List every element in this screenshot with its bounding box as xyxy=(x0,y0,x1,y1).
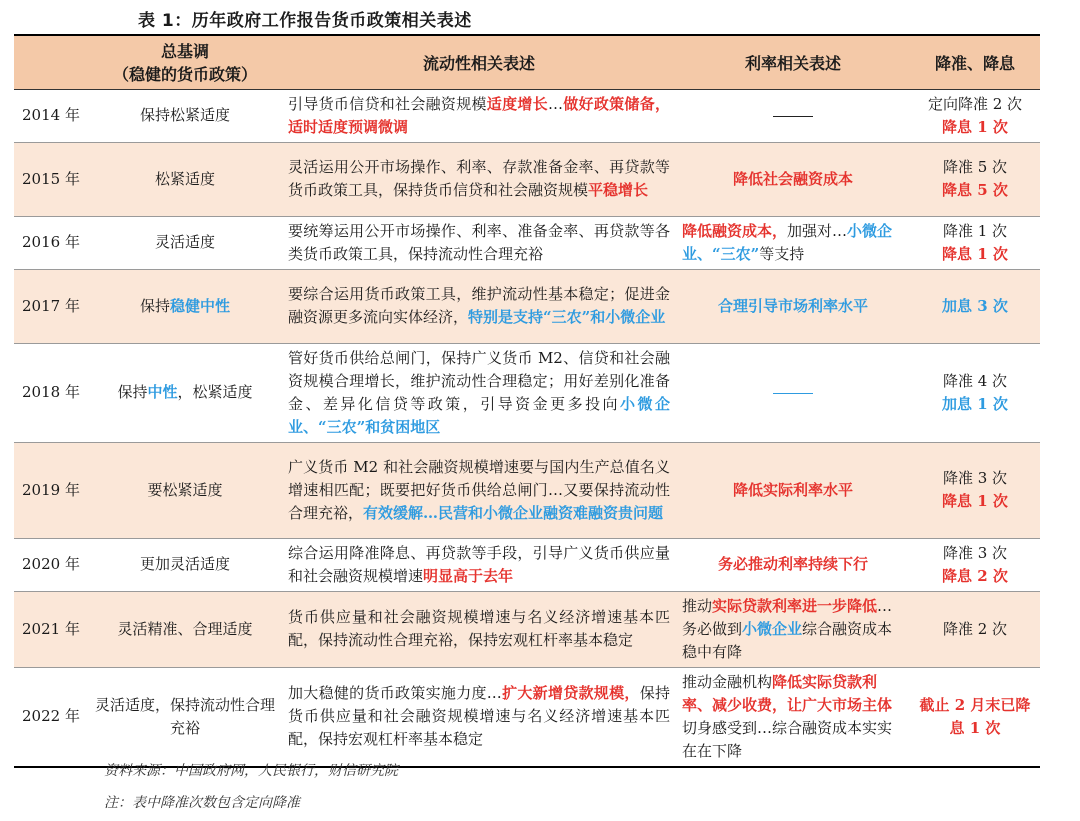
liquidity-cell xyxy=(282,269,676,343)
rows-2-rate-segment: 小微企业、“三农” xyxy=(682,221,893,263)
rows-3-liquidity-segment: 特别是支持“三农”和小微企业 xyxy=(468,308,666,326)
rows-0-liquidity-segment: … xyxy=(547,94,563,113)
rows-7-rate-segment: 实际贷款利率进一步降低 xyxy=(712,596,878,615)
table-body xyxy=(14,89,1040,767)
rows-4-tone-segment: 保持 xyxy=(117,383,148,401)
tone-cell xyxy=(88,538,282,591)
policy-table xyxy=(14,34,1040,768)
tone-cell xyxy=(88,216,282,269)
cut-line: 降准 3 次 xyxy=(942,469,1008,487)
rows-7-rate-segment: …务必做到 xyxy=(682,596,893,638)
rate-cell xyxy=(676,269,910,343)
header-year xyxy=(14,35,88,89)
header-tone-line1: 总基调 xyxy=(160,42,209,62)
rows-1-liquidity-segment: 平稳增长 xyxy=(588,181,649,199)
cut-cell xyxy=(910,216,1040,269)
year-cell: 2018 年 xyxy=(22,383,80,401)
rows-0-liquidity-segment: 适度增长 xyxy=(486,94,548,113)
tone-cell xyxy=(88,142,282,216)
rows-8-liquidity-segment: 扩大新增贷款规模， xyxy=(501,684,640,703)
cut-line: 加息 3 次 xyxy=(942,296,1008,315)
rows-0-tone-segment: 保持松紧适度 xyxy=(139,106,230,124)
cut-line: 降准 3 次 xyxy=(942,543,1008,562)
rows-6-liquidity-segment: 综合运用降准降息、再贷款等手段，引导广义货币供应量和社会融资规模增速 xyxy=(288,543,670,585)
liquidity-cell xyxy=(282,667,676,767)
header-cut: 降准、降息 xyxy=(934,53,1015,73)
rate-cell xyxy=(676,216,910,269)
rows-2-rate-segment: 降低融资成本， xyxy=(682,221,788,240)
rows-2-liquidity-segment: 要统筹运用公开市场操作、利率、准备金率、再贷款等各类货币政策工具，保持流动性合理充裕 xyxy=(288,221,670,263)
rate-cell xyxy=(676,442,910,538)
rows-3-liquidity-segment: 要综合运用货币政策工具，维护流动性基本稳定；促进金融资源更多流向实体经济， xyxy=(288,285,670,326)
rows-6-tone-segment: 更加灵活适度 xyxy=(139,555,230,573)
cut-cell xyxy=(910,142,1040,216)
rows-0-liquidity-segment: 引导货币信贷和社会融资规模 xyxy=(288,94,487,113)
table-row xyxy=(14,89,1040,142)
year-cell: 2022 年 xyxy=(22,707,80,726)
rows-3-tone-segment: 保持 xyxy=(139,296,170,315)
cut-line: 降准 4 次 xyxy=(942,371,1008,390)
tone-cell xyxy=(88,591,282,667)
cut-cell xyxy=(910,538,1040,591)
cut-cell xyxy=(910,89,1040,142)
rows-8-rate-segment: 降低实际贷款利率、减少收费，让广大市场主体 xyxy=(682,672,893,714)
rows-6-liquidity-segment: 明显高于去年 xyxy=(423,566,514,585)
rate-cell xyxy=(676,538,910,591)
rate-cell xyxy=(676,591,910,667)
rows-4-tone-segment: ，松紧适度 xyxy=(177,383,253,401)
cut-line: 定向降准 2 次 xyxy=(927,94,1023,113)
rows-3-tone-segment: 稳健中性 xyxy=(170,296,231,315)
year-cell: 2015 年 xyxy=(22,169,80,188)
table-row xyxy=(14,667,1040,767)
rows-3-rate-segment: 合理引导市场利率水平 xyxy=(717,296,868,315)
year-cell: 2020 年 xyxy=(22,555,80,573)
liquidity-cell xyxy=(282,343,676,442)
rows-8-liquidity-segment: 加大稳健的货币政策实施力度… xyxy=(288,684,502,703)
liquidity-cell xyxy=(282,591,676,667)
footnote: 注：表中降准次数包含定向降准 xyxy=(104,795,300,811)
cut-line: 降准 1 次 xyxy=(942,221,1008,240)
rows-1-liquidity-segment: 灵活运用公开市场操作、利率、存款准备金率、再贷款等货币政策工具，保持货币信贷和社会融资规模 xyxy=(288,158,670,199)
year-cell: 2019 年 xyxy=(22,480,80,499)
rate-cell xyxy=(676,89,910,142)
liquidity-cell xyxy=(282,142,676,216)
rows-4-liquidity-segment: 管好货币供给总闸门，保持广义货币 M2、信贷和社会融资规模合理增长，维护流动性合理稳定；用好差别化准备金、差异化信贷等政策，引导资金更多投向 xyxy=(288,348,670,413)
rows-5-liquidity-segment: 有效缓解…民营和小微企业融资难融资贵问题 xyxy=(363,503,664,522)
rows-1-tone-segment: 松紧适度 xyxy=(154,169,215,188)
rows-8-rate-segment: 切身感受到…综合融资成本实实在在下降 xyxy=(682,718,893,760)
rows-8-tone-segment: 灵活适度，保持流动性合理充裕 xyxy=(94,695,275,737)
rows-0-liquidity-segment: 做好政策储备，适时适度预调微调 xyxy=(288,94,670,136)
rows-7-rate-segment: 推动 xyxy=(682,596,713,615)
rows-5-liquidity-segment: 广义货币 M2 和社会融资规模增速要与国内生产总值名义增速相匹配；既要把好货币供给总闸门…又要保持流动性合理充裕， xyxy=(288,457,670,522)
rows-8-liquidity-segment: 保持货币供应量和社会融资规模增速与名义经济增速基本匹配，保持宏观杠杆率基本稳定 xyxy=(288,684,670,749)
header-liquidity: 流动性相关表述 xyxy=(422,53,535,73)
cut-cell xyxy=(910,269,1040,343)
table-row xyxy=(14,591,1040,667)
cut-line: 降息 1 次 xyxy=(942,117,1008,136)
header-tone xyxy=(88,35,282,89)
rows-4-liquidity-segment: 小微企业、“三农”和贫困地区 xyxy=(288,394,670,436)
rows-5-rate-segment: 降低实际利率水平 xyxy=(732,480,853,499)
table-row xyxy=(14,269,1040,343)
table-row xyxy=(14,538,1040,591)
rows-7-rate-segment: 小微企业 xyxy=(742,619,803,638)
tone-cell xyxy=(88,343,282,442)
table-title: 表 1：历年政府工作报告货币政策相关表述 xyxy=(138,11,472,31)
liquidity-cell xyxy=(282,538,676,591)
cut-line: 降息 5 次 xyxy=(942,181,1008,199)
liquidity-cell xyxy=(282,216,676,269)
tone-cell xyxy=(88,442,282,538)
cut-cell xyxy=(910,591,1040,667)
rows-8-rate-segment: 推动金融机构 xyxy=(682,672,773,691)
rows-4-tone-segment: 中性 xyxy=(147,383,178,401)
table-row xyxy=(14,343,1040,442)
rate-cell xyxy=(676,667,910,767)
year-cell: 2016 年 xyxy=(22,233,80,251)
cut-line: 降息 1 次 xyxy=(942,492,1008,510)
cut-cell xyxy=(910,343,1040,442)
header-rate: 利率相关表述 xyxy=(744,53,841,73)
tone-cell xyxy=(88,269,282,343)
cut-line: 降准 2 次 xyxy=(942,619,1008,638)
empty-dash xyxy=(773,393,813,394)
liquidity-cell xyxy=(282,89,676,142)
rows-6-rate-segment: 务必推动利率持续下行 xyxy=(717,555,868,573)
cut-line: 截止 2 月末已降息 1 次 xyxy=(919,695,1031,737)
table-row xyxy=(14,442,1040,538)
empty-dash xyxy=(773,116,813,117)
cut-line: 降息 1 次 xyxy=(942,244,1008,263)
header-tone-line2: （稳健的货币政策） xyxy=(112,65,257,85)
rows-7-liquidity-segment: 货币供应量和社会融资规模增速与名义经济增速基本匹配，保持流动性合理充裕，保持宏观杠杆率基本稳定 xyxy=(288,608,670,649)
cut-line: 降息 2 次 xyxy=(942,566,1008,585)
rate-cell xyxy=(676,343,910,442)
year-cell: 2021 年 xyxy=(22,619,80,638)
cut-line: 加息 1 次 xyxy=(942,394,1008,413)
rows-7-tone-segment: 灵活精准、合理适度 xyxy=(117,619,253,638)
rows-7-rate-segment: 综合融资成本稳中有降 xyxy=(682,619,893,661)
rows-2-rate-segment: 等支持 xyxy=(759,244,805,263)
source-note: 资料来源：中国政府网，人民银行，财信研究院 xyxy=(104,763,398,779)
year-cell: 2017 年 xyxy=(22,296,80,315)
table-header-row xyxy=(14,35,1040,89)
cut-line: 降准 5 次 xyxy=(942,158,1008,176)
tone-cell xyxy=(88,89,282,142)
rows-2-rate-segment: 加强对… xyxy=(787,221,848,240)
tone-cell xyxy=(88,667,282,767)
table-row xyxy=(14,142,1040,216)
liquidity-cell xyxy=(282,442,676,538)
rate-cell xyxy=(676,142,910,216)
table-row xyxy=(14,216,1040,269)
year-cell: 2014 年 xyxy=(22,106,80,124)
cut-cell xyxy=(910,667,1040,767)
cut-cell xyxy=(910,442,1040,538)
rows-2-tone-segment: 灵活适度 xyxy=(154,233,215,251)
rows-5-tone-segment: 要松紧适度 xyxy=(147,480,223,499)
rows-1-rate-segment: 降低社会融资成本 xyxy=(732,169,853,188)
